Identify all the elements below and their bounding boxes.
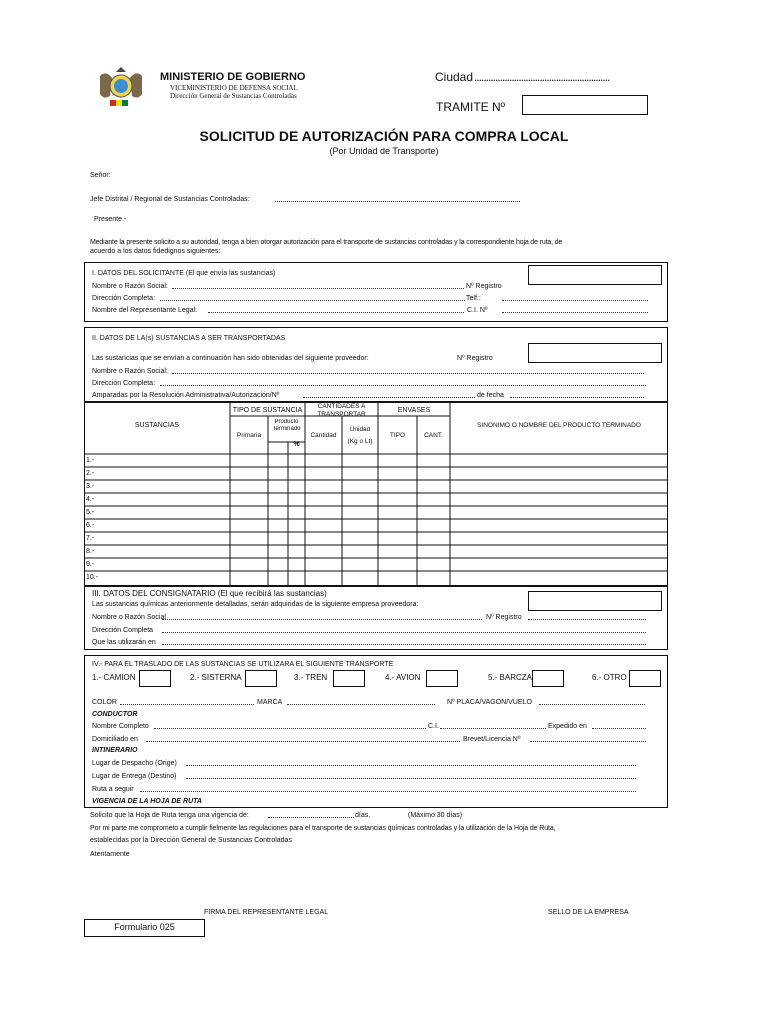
despacho-field[interactable] — [186, 759, 636, 766]
proveedor-nombre-label: Nombre o Razón Social: — [92, 368, 168, 375]
ruta-label: Ruta a seguir — [92, 786, 134, 793]
presente-label: Presente.- — [94, 216, 127, 223]
col-unidad: Unidad — [349, 426, 371, 433]
table-row-label: 4.- — [86, 496, 95, 503]
domicilio-field[interactable] — [146, 735, 460, 742]
solicitante-registro-label: Nº Registro — [466, 283, 502, 290]
proveedor-nombre-field[interactable] — [172, 367, 644, 374]
representante-field[interactable] — [208, 306, 464, 313]
col-kgl: (Kg o Lt) — [347, 438, 373, 445]
city-field[interactable]: .......................................................... — [474, 70, 610, 84]
table-row-label: 9.- — [86, 561, 95, 568]
compromiso-line2: establecidas por la Dirección General de Sustancias Controladas — [90, 837, 292, 844]
tramite-number-field[interactable] — [522, 95, 648, 115]
avion-label: 4.- AVION — [385, 673, 421, 682]
vice-ministry: VICEMINISTERIO DE DEFENSA SOCIAL — [170, 84, 298, 92]
cisterna-checkbox[interactable] — [245, 670, 277, 687]
col-primaria: Primaria — [236, 432, 262, 439]
vigencia-dias-field[interactable] — [268, 811, 354, 818]
camion-checkbox[interactable] — [139, 670, 171, 687]
consignatario-nombre-label: Nombre o Razón Social — [92, 614, 166, 621]
atentamente-label: Atentamente — [90, 851, 130, 858]
despacho-label: Lugar de Despacho (Orige) — [92, 760, 177, 767]
ruta-field[interactable] — [140, 785, 636, 792]
solicitante-direccion-field[interactable] — [160, 294, 465, 301]
fecha-field[interactable] — [510, 391, 644, 398]
tren-label: 3.- TREN — [294, 673, 328, 682]
color-label: COLOR — [92, 699, 117, 706]
proveedor-registro-box[interactable] — [528, 343, 662, 363]
consignatario-direccion-label: Dirección Completa — [92, 627, 154, 634]
city-label: Ciudad — [435, 70, 474, 84]
expedido-field[interactable] — [592, 722, 646, 729]
barcaza-checkbox[interactable] — [532, 670, 564, 687]
col-envases: ENVASES — [397, 407, 431, 414]
ministry-name: MINISTERIO DE GOBIERNO — [160, 71, 306, 83]
conductor-ci-field[interactable] — [440, 722, 546, 729]
conductor-nombre-field[interactable] — [154, 722, 426, 729]
marca-field[interactable] — [287, 698, 435, 705]
solicitante-telf-field[interactable] — [502, 294, 648, 301]
direction-name: Dirección General de Sustancias Controladas — [170, 92, 297, 100]
col-tipo-sustancia: TIPO DE SUSTANCIA — [232, 407, 303, 414]
intro-paragraph-line2: acuerdo a los datos fidedignos siguientes: — [90, 248, 221, 255]
solicito-label: Solicito que la Hoja de Ruta tenga una vigencia de: — [90, 812, 249, 819]
consignatario-line1: Las sustancias químicas anteriormente detalladas, serán adquiridas de la siguiente empresa proveedora: — [92, 601, 419, 608]
col-cantidades: CANTIDADES A TRANSPORTAR — [317, 403, 366, 418]
otro-checkbox[interactable] — [629, 670, 661, 687]
cisterna-label: 2.- SISTERNA — [190, 673, 242, 682]
page-title: SOLICITUD DE AUTORIZACIÓN PARA COMPRA LOCAL — [199, 128, 569, 144]
intro-paragraph-line1: Mediante la presente solicito a su autoridad, tenga a bien otorgar autorización para el transporte de sustancias controladas y la correspondiente hoja de ruta, de — [90, 239, 563, 246]
consignatario-registro-box[interactable] — [528, 591, 662, 611]
brevet-field[interactable] — [530, 735, 646, 742]
table-row-label: 8.- — [86, 548, 95, 555]
conductor-ci-label: C.I. — [428, 723, 439, 730]
firma-label: FIRMA DEL REPRESENTANTE LEGAL — [204, 909, 329, 916]
domicilio-label: Domiciliado en — [92, 736, 138, 743]
consignatario-registro-field[interactable] — [528, 613, 646, 620]
barcaza-label: 5.- BARCZA — [488, 673, 533, 682]
consignatario-uso-field[interactable] — [162, 638, 646, 645]
consignatario-uso-label: Que las utilizarán en — [92, 639, 156, 646]
col-envase-cant: CANT. — [424, 432, 443, 439]
table-row-label: 5.- — [86, 509, 95, 516]
marca-label: MARCA — [257, 699, 283, 706]
proveedor-direccion-label: Dirección Completa: — [92, 380, 156, 387]
placa-label: Nº PLACA/VAGON/VUELO — [447, 699, 532, 706]
representante-ci-field[interactable] — [502, 306, 648, 313]
conductor-nombre-label: Nombre Completo — [92, 723, 149, 730]
table-row-label: 1.- — [86, 457, 95, 464]
table-row-label: 7.- — [86, 535, 95, 542]
section-solicitante-title: I. DATOS DEL SOLICITANTE (El que envía las sustancias) — [92, 270, 276, 277]
representante-ci-label: C.I. Nº — [467, 307, 488, 314]
solicitante-nombre-label: Nombre o Razón Social: — [92, 283, 168, 290]
solicitante-registro-box[interactable] — [528, 265, 662, 285]
tren-checkbox[interactable] — [333, 670, 365, 687]
resolucion-field[interactable] — [303, 391, 475, 398]
avion-checkbox[interactable] — [426, 670, 458, 687]
fecha-label: de fecha — [477, 392, 504, 399]
section-transporte-title: IV.- PARA EL TRASLADO DE LAS SUSTANCIAS SE UTILIZARA EL SIGUIENTE TRANSPORTE — [92, 661, 394, 668]
entrega-field[interactable] — [186, 772, 636, 779]
col-envase-tipo: TIPO — [389, 432, 406, 439]
camion-label: 1.- CAMION — [92, 673, 136, 682]
placa-field[interactable] — [539, 698, 645, 705]
page-subtitle: (Por Unidad de Transporte) — [329, 146, 439, 156]
section-consignatario-title: III. DATOS DEL CONSIGNATARIO (El que recibirá las sustancias) — [92, 589, 327, 598]
solicitante-nombre-field[interactable] — [172, 282, 464, 289]
color-field[interactable] — [120, 698, 254, 705]
brevet-label: Brevet/Licencia Nº — [463, 736, 521, 743]
amparadas-label: Amparadas por la Resolución Administrativa/Autorización/Nº — [92, 392, 280, 399]
proveedor-registro-label: Nº Registro — [457, 355, 493, 362]
solicitante-direccion-label: Dirección Completa: — [92, 295, 156, 302]
table-row-label: 6.- — [86, 522, 95, 529]
col-producto-1: Producto — [274, 419, 299, 425]
expedido-label: Expedido en — [548, 723, 587, 730]
sello-label: SELLO DE LA EMPRESA — [548, 909, 629, 916]
maximo-note: (Máximo 30 días) — [408, 812, 463, 819]
itinerario-heading: INTINERARIO — [92, 747, 138, 754]
col-porcentaje: % — [293, 441, 300, 448]
dias-label: días. — [355, 812, 371, 819]
section-sustancias-title: II. DATOS DE LA(s) SUSTANCIAS A SER TRANSPORTADAS — [92, 335, 286, 342]
jefe-field[interactable] — [275, 195, 520, 202]
compromiso-line1: Por mi parte me comprometo a cumplir fielmente las regulaciones para el transporte de sustancias químicas controladas y la utilización de la Hoja de Ruta, — [90, 825, 556, 832]
coat-of-arms-icon — [96, 66, 146, 108]
col-sustancias: SUSTANCIAS — [134, 422, 180, 429]
otro-label: 6.- OTRO — [592, 673, 627, 682]
solicitante-telf-label: Telf.: — [466, 295, 481, 302]
consignatario-registro-label: Nº Registro — [486, 614, 522, 621]
table-row-label: 10.- — [86, 574, 99, 581]
consignatario-direccion-field[interactable] — [162, 626, 646, 633]
col-sinonimo: SINONIMO O NOMBRE DEL PRODUCTO TERMINADO — [477, 422, 641, 429]
vigencia-heading: VIGENCIA DE LA HOJA DE RUTA — [92, 798, 202, 805]
greeting: Señor: — [90, 172, 111, 179]
col-cantidad: Cantidad — [310, 432, 337, 439]
jefe-label: Jefe Distrital / Regional de Sustancias Controladas: — [90, 196, 250, 203]
table-row-label: 3.- — [86, 483, 95, 490]
entrega-label: Lugar de Entrega (Destino) — [92, 773, 177, 780]
col-producto-2: Terminado — [272, 426, 301, 432]
consignatario-nombre-field[interactable] — [162, 613, 482, 620]
table-row-label: 2.- — [86, 470, 95, 477]
conductor-heading: CONDUCTOR — [92, 711, 138, 718]
formulario-label: Formulario 025 — [114, 922, 175, 932]
proveedor-label: Las sustancias que se envían a continuación han sido obtenidas del siguiente proveedor: — [92, 355, 369, 362]
tramite-label: TRAMITE Nº — [436, 100, 506, 114]
representante-label: Nombre del Representante Legal: — [92, 307, 198, 314]
proveedor-direccion-field[interactable] — [160, 379, 646, 386]
